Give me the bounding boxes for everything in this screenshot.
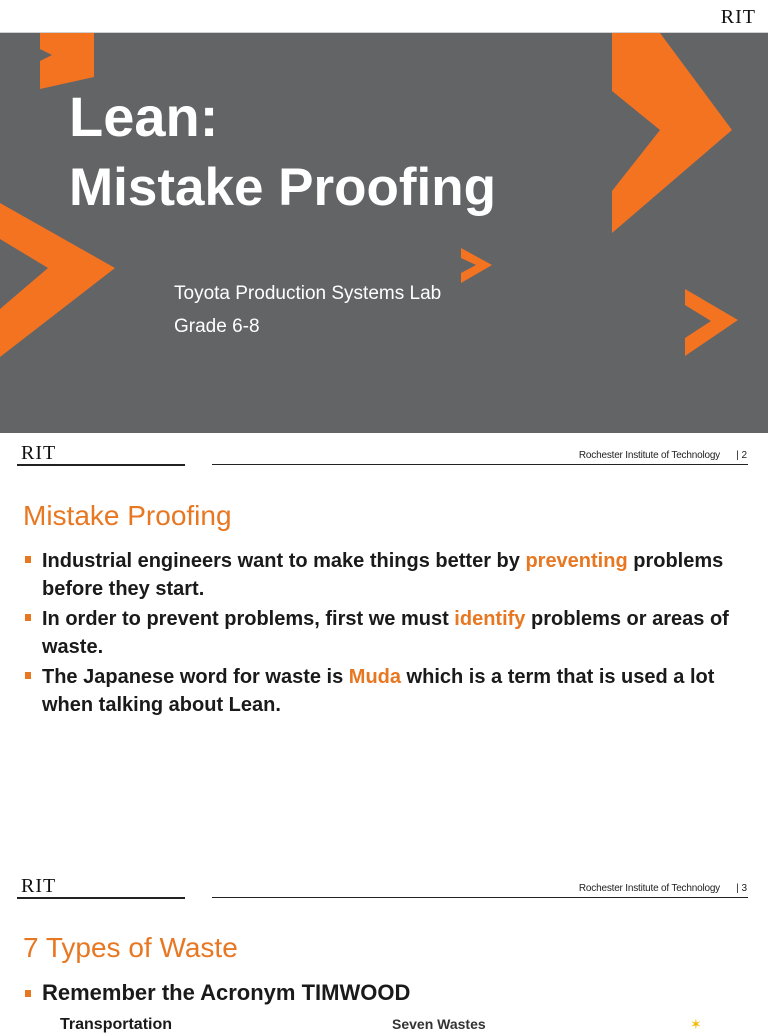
chevron-shape-large-left — [0, 203, 115, 357]
highlight-word: preventing — [525, 550, 628, 572]
slide-types-of-waste — [0, 866, 768, 1033]
chevron-shape-large-right — [612, 33, 732, 233]
bullet-item: Remember the Acronym TIMWOOD — [24, 980, 410, 1006]
header-divider-left — [17, 464, 185, 466]
bullet-item: In order to prevent problems, first we must identify problems or areas of waste. — [24, 605, 744, 661]
header-divider-right — [212, 897, 748, 898]
bullet-item: The Japanese word for waste is Muda which is a term that is used a lot when talking about Lean. — [24, 663, 744, 719]
header-divider-left — [17, 897, 185, 899]
org-name: Rochester Institute of Technology — [578, 883, 720, 894]
sparkle-icon: ✶ — [690, 1016, 702, 1032]
slide-title-line1: Lean: — [69, 85, 219, 148]
page-number: | 3 — [736, 883, 747, 894]
title-slide-body — [0, 33, 768, 433]
highlight-word: identify — [454, 608, 526, 630]
slide-mistake-proofing — [0, 433, 768, 866]
subtitle-lab: Toyota Production Systems Lab — [174, 283, 442, 304]
page-number: | 2 — [736, 450, 747, 461]
bullet-square-icon — [25, 672, 31, 679]
highlight-word: Muda — [348, 666, 401, 688]
figure-title: Seven Wastes — [392, 1016, 486, 1032]
bullet-square-icon — [25, 990, 31, 997]
slide-title: Mistake Proofing — [23, 500, 232, 531]
top-bar — [0, 0, 768, 33]
header-divider-right — [212, 464, 748, 465]
chevron-shape-small-right — [685, 289, 738, 356]
title-slide — [0, 0, 768, 433]
bullet-square-icon — [25, 556, 31, 563]
slide-title: 7 Types of Waste — [23, 932, 238, 963]
rit-logo: RIT — [21, 442, 57, 464]
rit-logo: RIT — [720, 6, 756, 28]
sub-bullet-transportation: Transportation — [60, 1016, 173, 1033]
bullet-item: Industrial engineers want to make things better by preventing problems before they start. — [24, 547, 744, 603]
bullet-square-icon — [25, 614, 31, 621]
chevron-shape-top-left — [40, 33, 94, 89]
bullet-list — [24, 547, 744, 721]
slide-title-line2: Mistake Proofing — [69, 158, 497, 217]
rit-logo: RIT — [21, 875, 57, 897]
subtitle-grade: Grade 6-8 — [174, 316, 260, 337]
chevron-shape-small-center — [461, 248, 492, 283]
org-name: Rochester Institute of Technology — [578, 450, 720, 461]
